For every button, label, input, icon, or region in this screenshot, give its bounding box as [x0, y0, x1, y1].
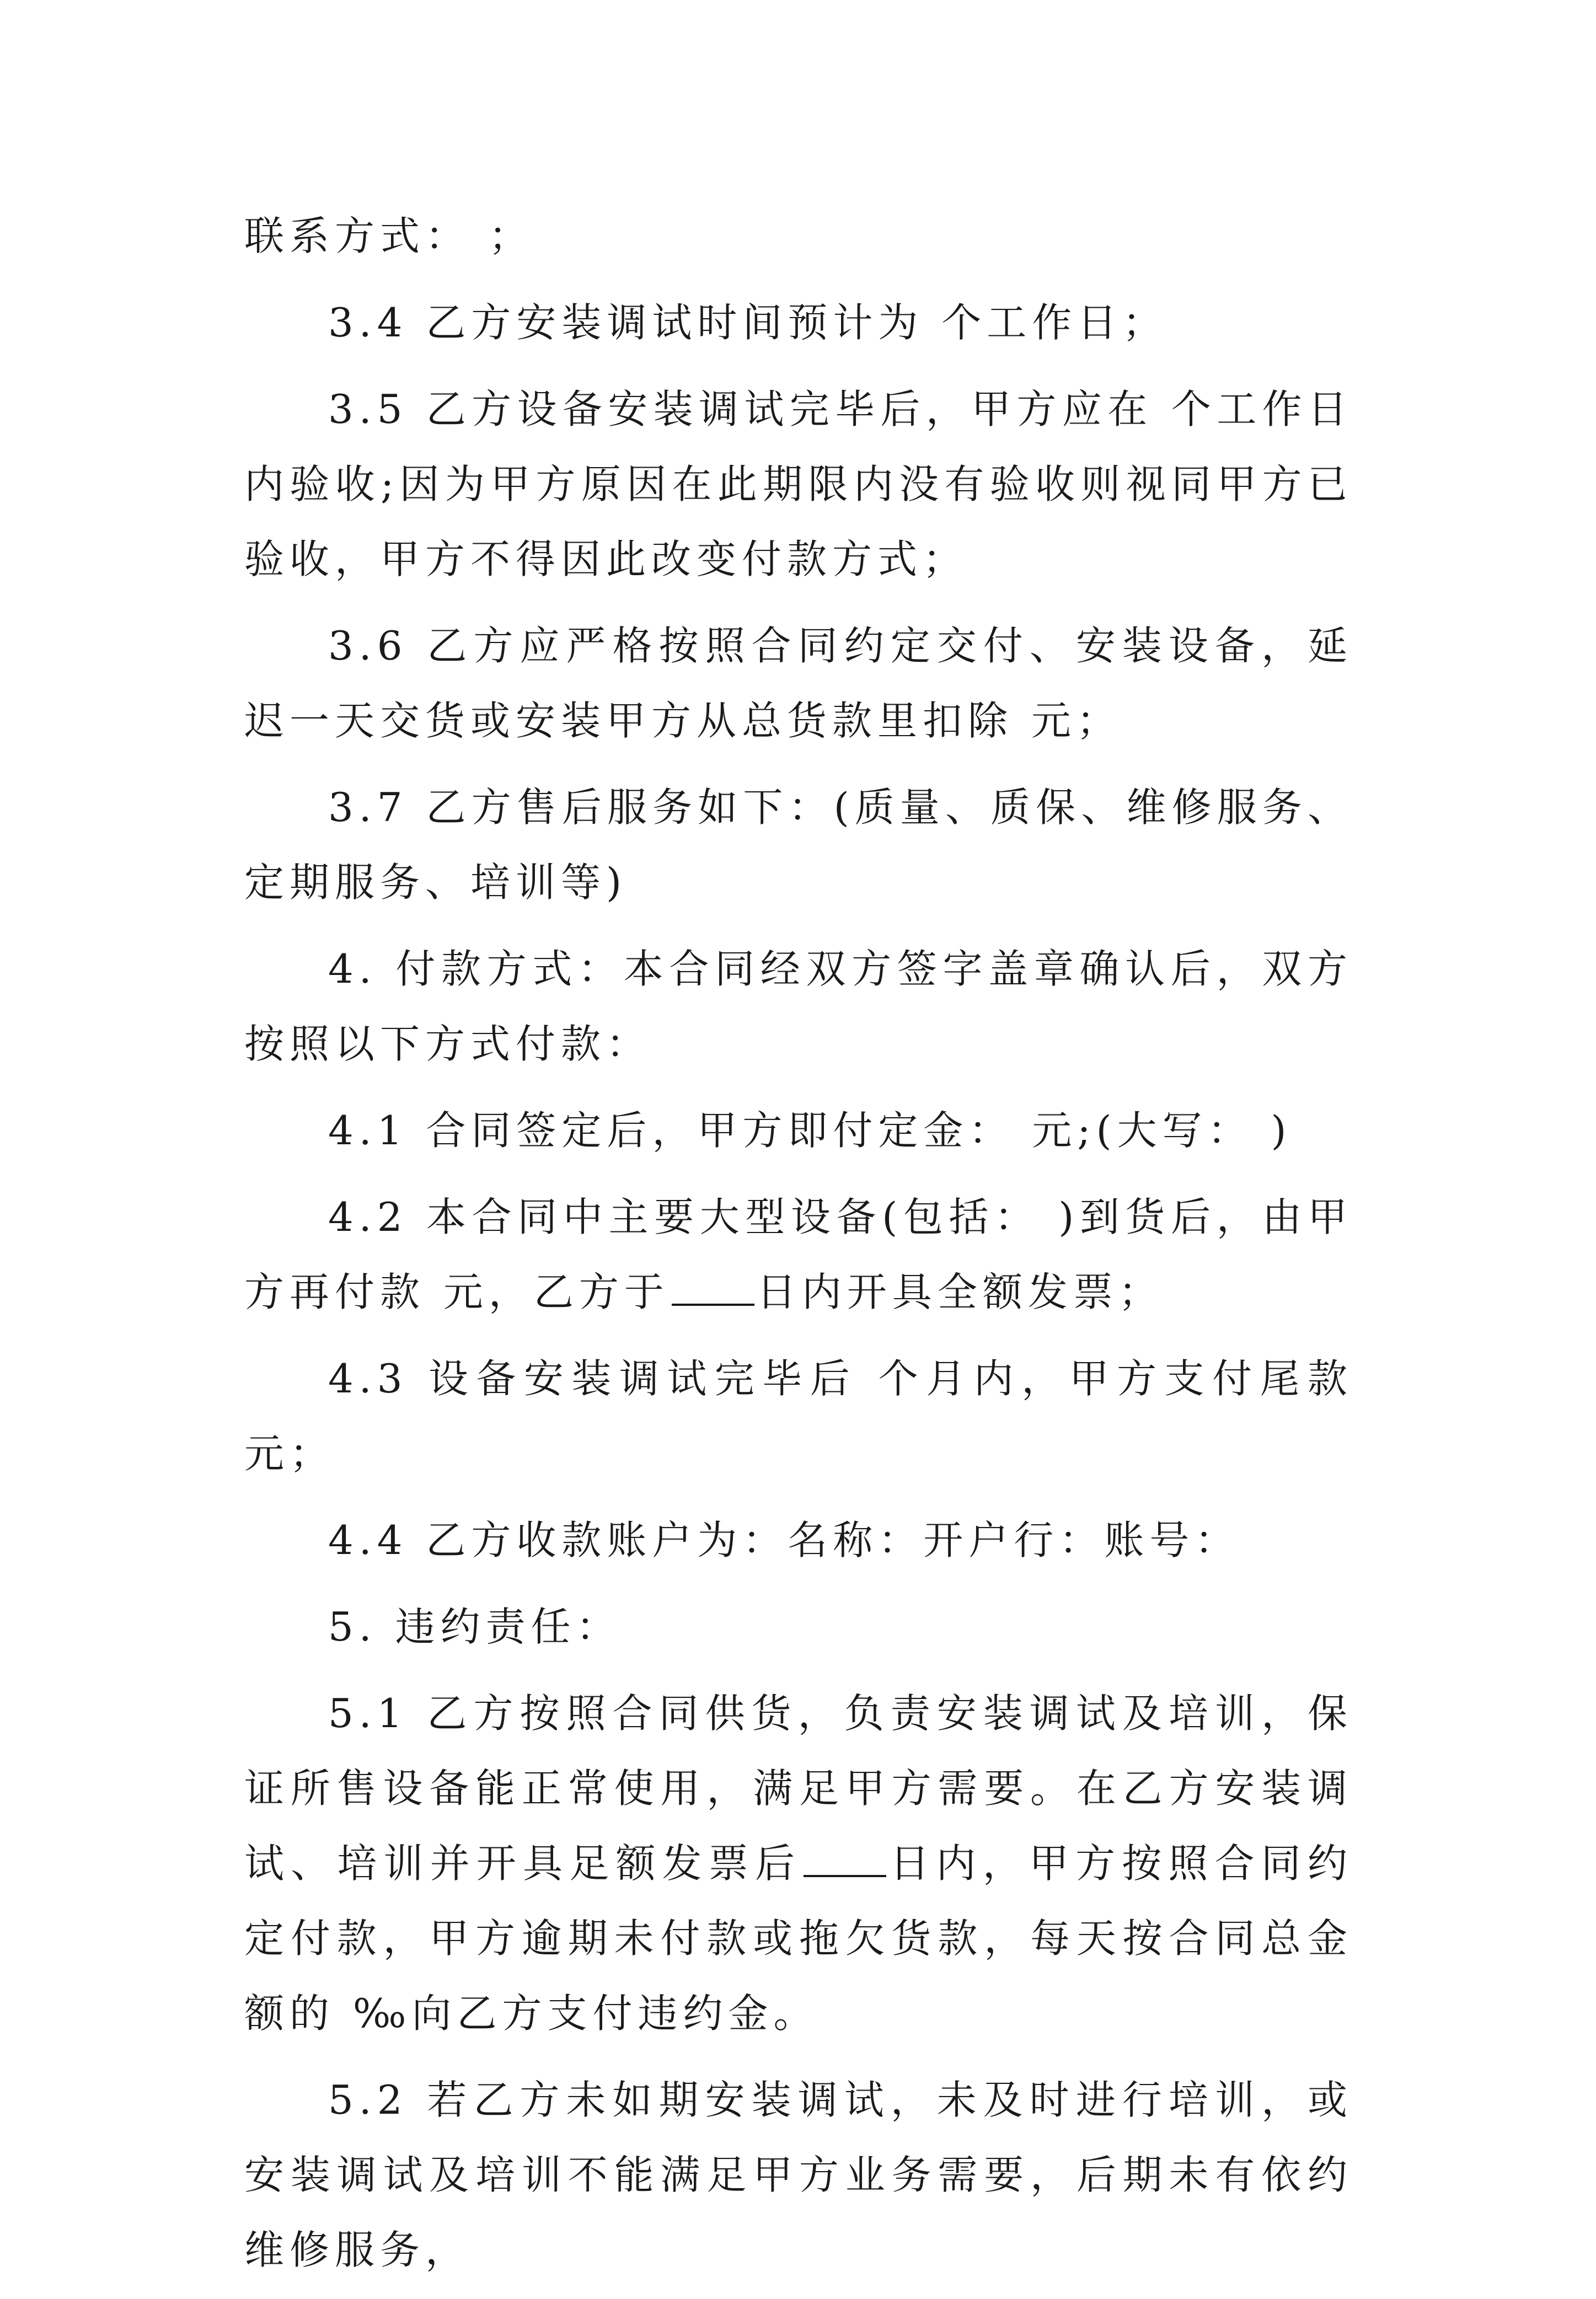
paragraph-5-1 — [244, 1676, 1353, 2051]
paragraph-5: 5. 违约责任： — [328, 1604, 622, 1650]
paragraph-5-1-before: 5.1 乙方按照合同供货，负责安装调试及培训，保证所售设备能正常使用，满足甲方需要。在乙方安装调试、培训并开具足额发票后 — [244, 1690, 1353, 1887]
paragraph-3-4: 3.4 乙方安装调试时间预计为 个工作日； — [328, 299, 1168, 346]
paragraph-5-1-after: 日内，甲方按照合同约定付款，甲方逾期未付款或拖欠货款，每天按合同总金额的 ‰向乙方支付违约金。 — [244, 1840, 1353, 2037]
paragraph-contact: 联系方式： ； — [244, 213, 534, 259]
paragraph-3-6: 3.6 乙方应严格按照合同约定交付、安装设备，延迟一天交货或安装甲方从总货款里扣除 元； — [244, 623, 1353, 744]
fill-in-blank — [672, 1271, 754, 1306]
paragraph-4-2-after: 日内开具全额发票； — [756, 1269, 1164, 1315]
paragraph-4-4: 4.4 乙方收款账户为：名称：开户行：账号： — [328, 1517, 1240, 1563]
paragraph-5-2: 5.2 若乙方未如期安装调试，未及时进行培训，或安装调试及培训不能满足甲方业务需要，后期未有依约维修服务， — [244, 2077, 1353, 2273]
paragraph-4-2 — [244, 1180, 1353, 1330]
paragraph-4: 4. 付款方式：本合同经双方签字盖章确认后，双方按照以下方式付款： — [244, 946, 1353, 1067]
paragraph-4-2-before: 4.2 本合同中主要大型设备(包括： )到货后，由甲方再付款 元，乙方于 — [244, 1194, 1353, 1315]
paragraph-4-1: 4.1 合同签定后，甲方即付定金： 元;(大写： ) — [328, 1107, 1292, 1154]
document-page — [244, 199, 1353, 2299]
paragraph-4-3: 4.3 设备安装调试完毕后 个月内，甲方支付尾款 元； — [244, 1355, 1353, 1477]
paragraph-3-5: 3.5 乙方设备安装调试完毕后，甲方应在 个工作日内验收;因为甲方原因在此期限内没有验收则视同甲方已验收，甲方不得因此改变付款方式； — [244, 386, 1353, 582]
fill-in-blank — [804, 1842, 886, 1877]
paragraph-3-7: 3.7 乙方售后服务如下：(质量、质保、维修服务、定期服务、培训等) — [244, 784, 1353, 905]
